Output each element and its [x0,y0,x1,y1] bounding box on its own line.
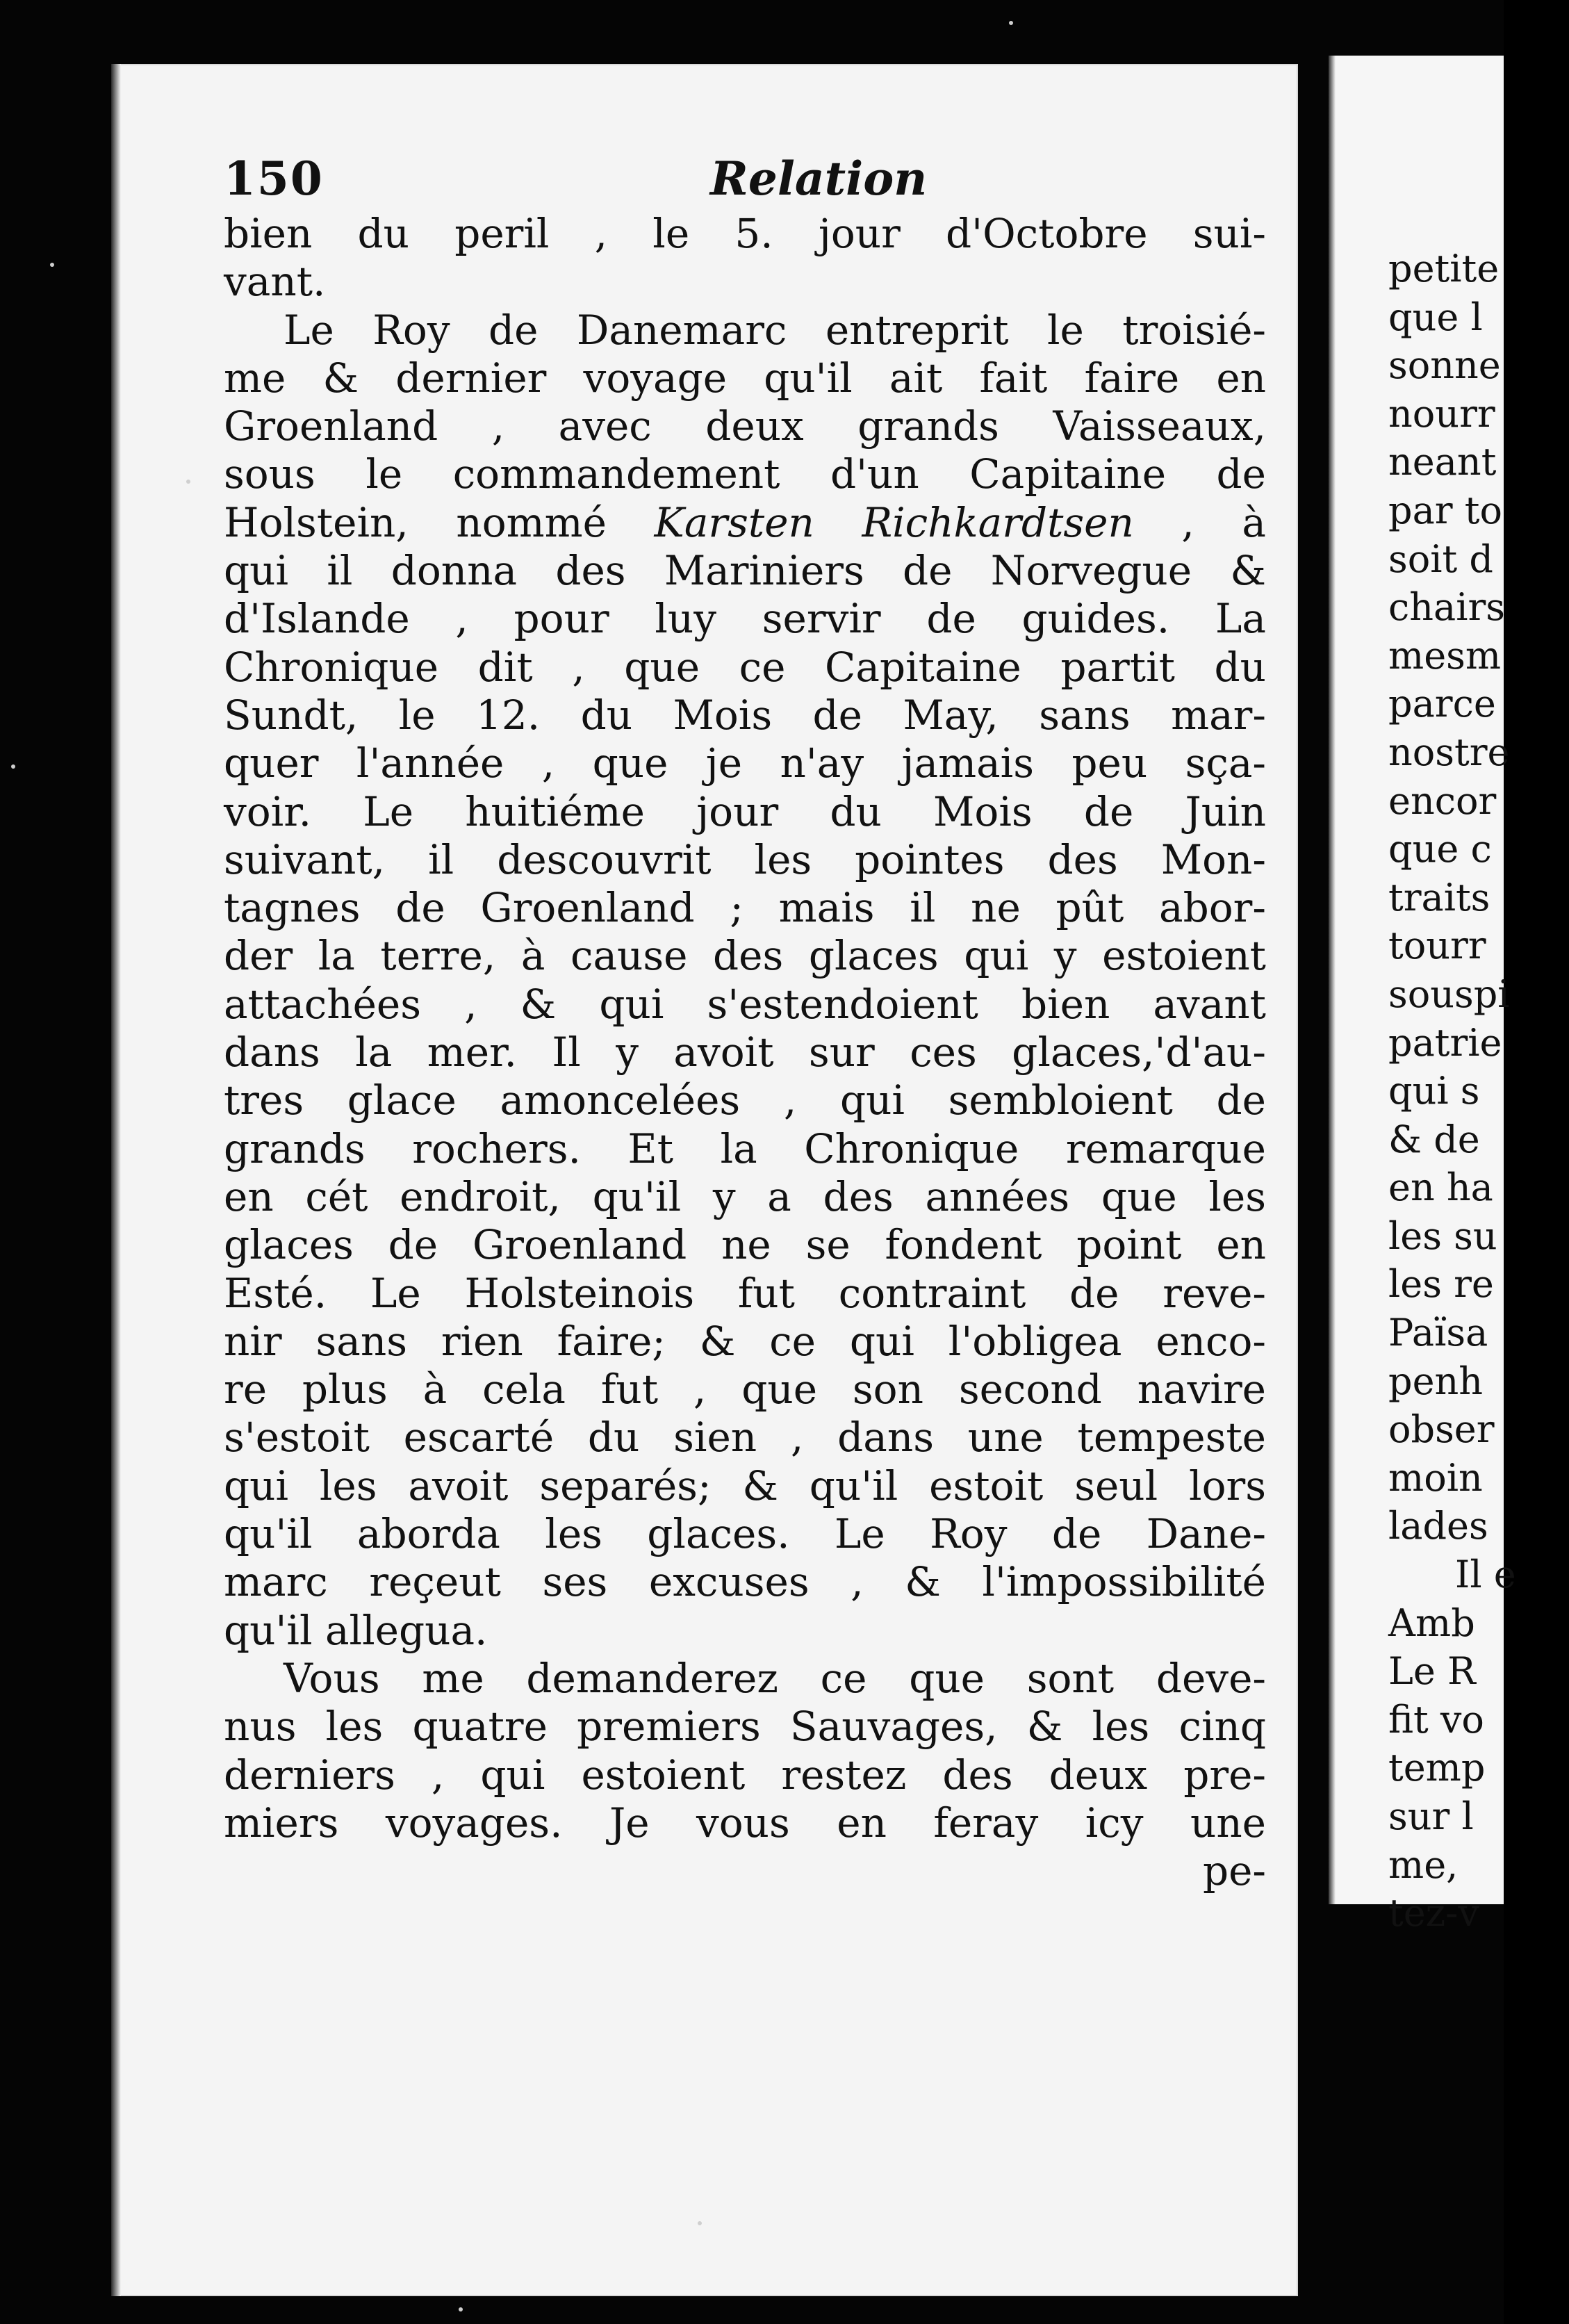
text-fragment: sur l [1388,1794,1474,1838]
page-body-text [224,210,1266,1895]
text-fragment: Païsa [1388,1311,1488,1355]
running-title: Relation [710,152,928,206]
dust-speck [1009,21,1013,25]
text-line: glaces de Groenland ne se fondent point en [224,1221,1266,1269]
dust-speck [11,764,15,769]
text-fragment: qui s [1388,1069,1480,1113]
text-fragment: les re [1388,1262,1494,1307]
text-line: tres glace amoncelées , qui sembloient de [224,1077,1266,1124]
text-line: vant. [224,258,326,306]
text-line: qui les avoit separés; & qu'il estoit seul lors [224,1462,1266,1509]
text-fragment: moin [1388,1455,1483,1500]
text-fragment: les su [1388,1213,1497,1258]
text-line: marc reçeut ses excuses , & l'impossibilité [224,1558,1266,1606]
text-fragment: nourr [1388,391,1495,436]
text-fragment: temp [1388,1746,1486,1790]
text-line: qui il donna des Mariniers de Norvegue & [224,547,1266,595]
text-fragment: petite [1388,247,1500,290]
page-number: 150 [224,152,324,206]
text-line: d'Islande , pour luy servir de guides. La [224,595,1266,643]
text-line: bien du peril , le 5. jour d'Octobre sui- [224,210,1266,257]
text-line: Groenland , avec deux grands Vaisseaux, [224,402,1266,450]
text-line: derniers , qui estoient restez des deux pre- [224,1751,1266,1799]
text-fragment: penh [1388,1359,1484,1403]
text-fragment: patrie [1388,1020,1502,1065]
text-fragment: mesm [1388,633,1502,678]
dust-speck [459,2307,463,2311]
text-line: me & dernier voyage qu'il ait fait faire en [224,354,1266,402]
text-fragment: neant [1388,440,1497,484]
text-segment: , à [1133,498,1266,546]
text-line: dans la mer. Il y avoit sur ces glaces,'d'au- [224,1029,1266,1077]
text-line: tagnes de Groenland ; mais il ne pût abor- [224,884,1266,932]
text-fragment: souspi [1388,972,1510,1016]
text-fragment: tez-v [1388,1891,1479,1936]
text-line: nir sans rien faire; & ce qui l'obligea enco- [224,1317,1266,1365]
text-fragment: nostre [1388,730,1510,774]
text-line: voir. Le huitiéme jour du Mois de Juin [224,787,1266,835]
text-line [224,499,1266,547]
text-fragment: chairs [1388,585,1506,630]
text-fragment: fit vo [1388,1697,1484,1742]
text-fragment: traits [1388,875,1490,919]
dust-speck [186,480,190,484]
text-fragment: tourr [1388,924,1486,968]
text-fragment: Il e [1455,1553,1516,1597]
text-line: nus les quatre premiers Sauvages, & les cinq [224,1703,1266,1751]
text-fragment: Le R [1388,1649,1476,1694]
text-fragment: me, [1388,1842,1459,1887]
text-line: miers voyages. Je vous en feray icy une [224,1799,1266,1847]
italic-name: Karsten Richkardtsen [654,498,1134,546]
text-fragment: que l [1388,295,1483,339]
catchword: pe- [1202,1847,1266,1895]
text-fragment: par to [1388,488,1502,532]
text-line: qu'il allegua. [224,1606,488,1654]
text-fragment: & de [1388,1117,1480,1161]
dust-speck [50,263,54,267]
text-fragment: Amb [1388,1601,1475,1645]
text-fragment: parce [1388,682,1496,726]
text-fragment: que c [1388,827,1492,872]
text-line: s'estoit escarté du sien , dans une tempeste [224,1414,1266,1462]
right-page-text-fragments [1388,245,1569,1938]
text-line: re plus à cela fut , que son second navire [224,1366,1266,1414]
right-page [1329,56,1516,1936]
text-fragment: encor [1388,778,1497,823]
text-segment: Holstein, nommé [224,498,655,546]
text-fragment: en ha [1388,1165,1493,1210]
text-line: quer l'année , que je n'ay jamais peu sça- [224,739,1266,787]
text-line: Esté. Le Holsteinois fut contraint de reve- [224,1269,1266,1317]
text-line: Sundt, le 12. du Mois de May, sans mar- [224,691,1266,739]
text-line: Vous me demanderez ce que sont deve- [284,1654,1266,1702]
text-fragment: lades [1388,1504,1488,1548]
text-fragment: soit d [1388,537,1493,581]
dust-speck [698,2221,702,2225]
text-line: der la terre, à cause des glaces qui y estoient [224,932,1266,980]
text-line: Chronique dit , que ce Capitaine partit du [224,643,1266,691]
text-line: suivant, il descouvrit les pointes des Mon- [224,835,1266,883]
text-line: attachées , & qui s'estendoient bien avant [224,980,1266,1028]
text-fragment: sonne [1388,343,1501,388]
text-line: grands rochers. Et la Chronique remarque [224,1124,1266,1172]
running-head [224,152,1259,207]
text-line: Le Roy de Danemarc entreprit le troisié- [284,306,1266,354]
text-line: sous le commandement d'un Capitaine de [224,450,1266,498]
text-line: en cét endroit, qu'il y a des années que les [224,1172,1266,1220]
text-fragment: obser [1388,1407,1495,1452]
text-line: qu'il aborda les glaces. Le Roy de Dane- [224,1510,1266,1558]
